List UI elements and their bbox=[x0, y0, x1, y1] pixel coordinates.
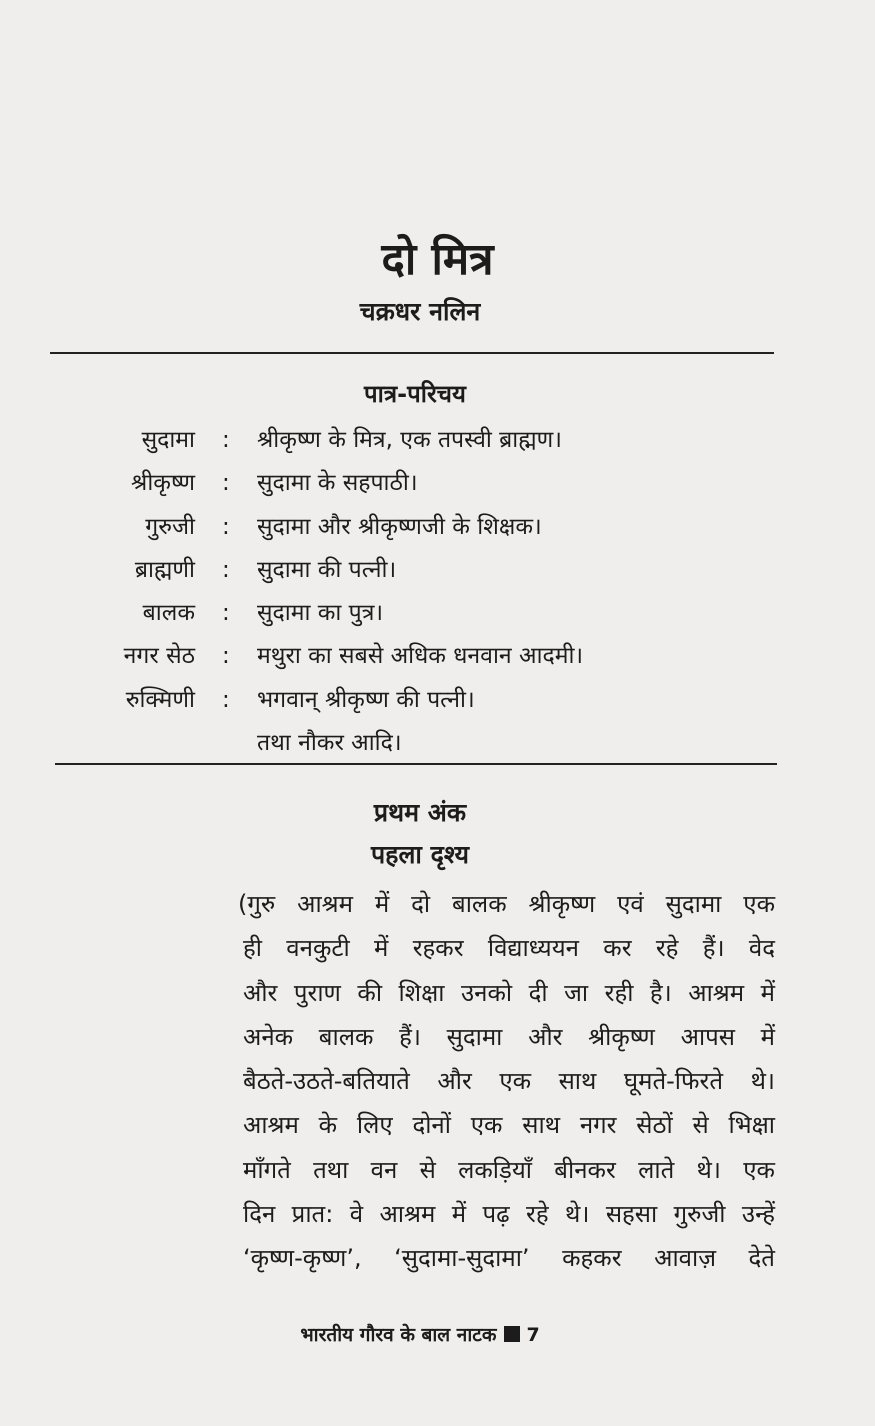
act-heading: प्रथम अंक bbox=[373, 798, 467, 827]
cast-description: सुदामा की पत्नी। bbox=[257, 556, 397, 583]
paragraph-line: और पुराण की शिक्षा उनको दी जा रही है। आश्रम में bbox=[243, 978, 775, 1007]
paragraph-line: बैठते-उठते-बतियाते और एक साथ घूमते-फिरते थे। bbox=[243, 1067, 775, 1096]
paragraph-line: (गुरु आश्रम में दो बालक श्रीकृष्ण एवं सुदामा एक bbox=[238, 890, 775, 918]
cast-colon: : bbox=[222, 643, 230, 670]
cast-colon: : bbox=[222, 427, 230, 453]
paragraph-line: ‘कृष्ण-कृष्ण’, ‘सुदामा-सुदामा’ कहकर आवाज़ देते bbox=[243, 1244, 775, 1273]
cast-role: ब्राह्मणी bbox=[134, 556, 195, 583]
cast-row bbox=[0, 680, 875, 723]
play-title: दो मित्र bbox=[381, 234, 494, 285]
cast-description: तथा नौकर आदि। bbox=[257, 730, 402, 757]
page-footer bbox=[0, 1320, 840, 1350]
divider-middle bbox=[55, 763, 777, 765]
cast-role: श्रीकृष्ण bbox=[131, 470, 195, 497]
cast-heading: पात्र-परिचय bbox=[364, 380, 466, 408]
cast-colon: : bbox=[222, 513, 230, 540]
cast-list bbox=[0, 420, 875, 766]
paragraph-line: माँगते तथा वन से लकड़ियाँ बीनकर लाते थे। एक bbox=[243, 1155, 775, 1184]
divider-top bbox=[50, 352, 774, 354]
cast-role: बालक bbox=[142, 600, 195, 627]
page-number: 7 bbox=[526, 1324, 540, 1346]
cast-row bbox=[0, 420, 875, 463]
cast-description: सुदामा और श्रीकृष्णजी के शिक्षक। bbox=[257, 513, 542, 540]
cast-row bbox=[0, 723, 875, 766]
cast-role: नगर सेठ bbox=[123, 643, 195, 670]
stage-direction-paragraph bbox=[238, 882, 775, 1281]
cast-description: श्रीकृष्ण के मित्र, एक तपस्वी ब्राह्मण। bbox=[257, 427, 562, 453]
paragraph-line: दिन प्रात: वे आश्रम में पढ़ रहे थे। सहसा गुरुजी उन्हें bbox=[243, 1200, 775, 1229]
cast-colon: : bbox=[222, 470, 230, 497]
paragraph-line: ही वनकुटी में रहकर विद्याध्ययन कर रहे हैं। वेद bbox=[243, 934, 775, 963]
cast-colon: : bbox=[222, 600, 230, 627]
scene-heading: पहला दृश्य bbox=[370, 840, 469, 869]
cast-description: सुदामा का पुत्र। bbox=[257, 600, 384, 627]
cast-description: मथुरा का सबसे अधिक धनवान आदमी। bbox=[257, 643, 584, 670]
author-name: चक्रधर नलिन bbox=[359, 297, 481, 326]
paragraph-line: अनेक बालक हैं। सुदामा और श्रीकृष्ण आपस में bbox=[243, 1022, 775, 1051]
cast-role: गुरुजी bbox=[145, 513, 195, 540]
cast-role: सुदामा bbox=[141, 427, 195, 453]
cast-row bbox=[0, 463, 875, 506]
book-title: भारतीय गौरव के बाल नाटक bbox=[300, 1324, 497, 1346]
paragraph-line: आश्रम के लिए दोनों एक साथ नगर सेठों से भिक्षा bbox=[243, 1111, 775, 1140]
cast-colon: : bbox=[222, 686, 230, 713]
cast-row bbox=[0, 550, 875, 593]
cast-role: रुक्मिणी bbox=[125, 686, 195, 713]
square-bullet-icon bbox=[504, 1326, 520, 1342]
cast-colon: : bbox=[222, 556, 230, 583]
cast-row bbox=[0, 593, 875, 636]
cast-row bbox=[0, 636, 875, 679]
cast-description: भगवान् श्रीकृष्ण की पत्नी। bbox=[257, 686, 475, 713]
cast-row bbox=[0, 507, 875, 550]
cast-description: सुदामा के सहपाठी। bbox=[257, 470, 418, 497]
